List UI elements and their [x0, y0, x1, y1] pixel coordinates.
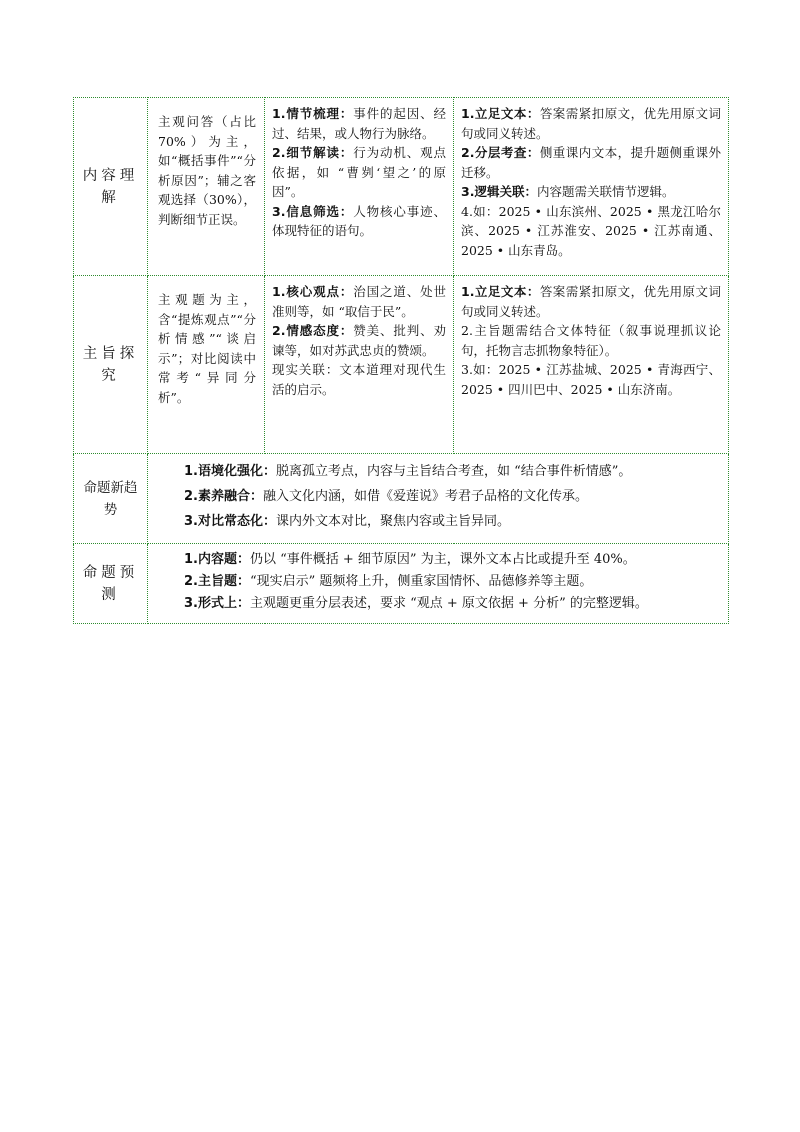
strategy-label: 1.立足文本： — [461, 106, 540, 121]
scope-cell — [148, 276, 265, 454]
forecast-text: 主观题更重分层表述，要求 “观点 + 原文依据 + 分析” 的完整逻辑。 — [249, 596, 648, 611]
row-content-understanding — [74, 98, 729, 276]
focus-cell — [265, 276, 454, 454]
strategy-text: 4.如：2025 • 山东滨州、2025 • 黑龙江哈尔滨、2025 • 江苏淮安、2025 • 江苏南通、2025 • 山东青岛。 — [461, 203, 721, 258]
trend-label: 2.素养融合： — [184, 489, 263, 504]
trend-text: 课内外文本对比，聚焦内容或主旨异同。 — [275, 514, 510, 529]
focus-item — [272, 143, 446, 202]
focus-text: 现实关联：文本道理对现代生活的启示。 — [272, 362, 446, 397]
focus-text: 治国之道、处世准则等，如 “取信于民”。 — [272, 284, 446, 319]
forecast-label: 1.内容题： — [184, 552, 250, 567]
focus-label: 2.细节解读： — [272, 145, 354, 160]
strategy-text: 内容题需关联情节逻辑。 — [536, 184, 675, 199]
focus-item — [272, 321, 446, 360]
strategy-label: 1.立足文本： — [461, 284, 540, 299]
strategy-item — [461, 202, 721, 261]
category-cell: 命题预测 — [74, 544, 148, 624]
trend-cell — [148, 454, 729, 544]
row-forecast — [74, 544, 729, 624]
scope-text: 主观问答（占比70%）为主，如“概括事件”“分析原因”；辅之客观选择（30%），判断细节正误。 — [158, 114, 256, 227]
strategy-text: 侧重课内文本，提升题侧重课外迁移。 — [461, 145, 721, 180]
trend-text: 脱离孤立考点，内容与主旨结合考查，如 “结合事件析情感”。 — [275, 464, 632, 479]
strategy-label: 2.分层考查： — [461, 145, 540, 160]
focus-label: 1.核心观点： — [272, 284, 354, 299]
strategy-text: 答案需紧扣原文，优先用原文词句或同义转述。 — [461, 106, 721, 141]
focus-text: 人物核心事迹、体现特征的语句。 — [272, 203, 446, 238]
focus-text: 行为动机、观点依据，如 “曹刿‘望之’的原因”。 — [272, 145, 446, 199]
trend-item — [184, 459, 714, 484]
focus-text: 赞美、批判、劝谏等，如对苏武忠贞的赞颂。 — [272, 323, 446, 358]
trend-label: 1.语境化强化： — [184, 464, 276, 479]
strategy-item — [461, 360, 721, 399]
strategy-item — [461, 282, 721, 321]
scope-text: 主观题为主，含“提炼观点”“分析情感”“谈启示”；对比阅读中常考“异同分析”。 — [158, 292, 256, 405]
trend-text: 融入文化内涵，如借《爱莲说》考君子品格的文化传承。 — [262, 489, 588, 504]
strategy-item — [461, 182, 721, 202]
strategy-text: 2.主旨题需结合文体特征（叙事说理抓议论句，托物言志抓物象特征）。 — [461, 323, 721, 358]
strategy-item — [461, 321, 721, 360]
strategy-cell — [454, 98, 729, 276]
scope-cell — [148, 98, 265, 276]
exam-analysis-table — [73, 97, 729, 624]
category-cell: 命题新趋势 — [74, 454, 148, 544]
forecast-label: 2.主旨题： — [184, 574, 250, 589]
forecast-label: 3.形式上： — [184, 596, 250, 611]
focus-cell — [265, 98, 454, 276]
forecast-cell — [148, 544, 729, 624]
focus-label: 2.情感态度： — [272, 323, 354, 338]
strategy-text: 答案需紧扣原文，优先用原文词句或同义转述。 — [461, 284, 721, 319]
row-new-trend — [74, 454, 729, 544]
focus-text: 事件的起因、经过、结果，或人物行为脉络。 — [272, 106, 446, 141]
row-theme-exploration — [74, 276, 729, 454]
strategy-item — [461, 104, 721, 143]
strategy-cell — [454, 276, 729, 454]
forecast-item — [184, 593, 714, 615]
trend-item — [184, 484, 714, 509]
category-cell: 内容理解 — [74, 98, 148, 276]
focus-item — [272, 360, 446, 399]
strategy-item — [461, 143, 721, 182]
focus-item — [272, 104, 446, 143]
focus-item — [272, 282, 446, 321]
forecast-text: 仍以 “事件概括 + 细节原因” 为主，课外文本占比或提升至 40%。 — [249, 552, 636, 567]
forecast-item — [184, 549, 714, 571]
focus-label: 1.情节梳理： — [272, 106, 354, 121]
focus-label: 3.信息筛选： — [272, 203, 354, 219]
trend-label: 3.对比常态化： — [184, 514, 276, 529]
trend-item — [184, 509, 714, 534]
strategy-label: 3.逻辑关联： — [461, 184, 537, 199]
focus-item — [272, 202, 446, 241]
strategy-text: 3.如：2025 • 江苏盐城、2025 • 青海西宁、2025 • 四川巴中、2025 • 山东济南。 — [461, 362, 721, 397]
category-cell: 主旨探究 — [74, 276, 148, 454]
forecast-item — [184, 571, 714, 593]
forecast-text: “现实启示” 题频将上升，侧重家国情怀、品德修养等主题。 — [249, 574, 593, 589]
